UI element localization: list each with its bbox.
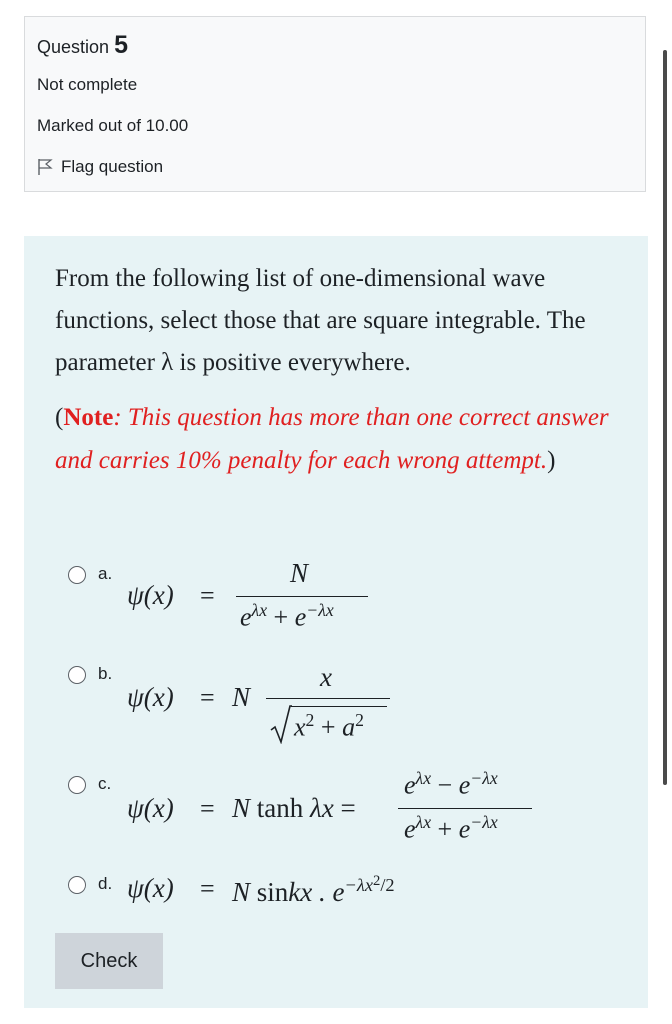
question-note: [55, 396, 625, 482]
scrollbar[interactable]: [663, 50, 667, 785]
option-a-denominator: $e^{\lambda x} + e^{-\lambda x}$: [240, 600, 334, 632]
option-b-numerator: x: [320, 662, 332, 692]
option-letter-b: b.: [98, 664, 113, 683]
option-b-fraction-bar: [266, 698, 390, 699]
option-c-fraction-bar: [398, 808, 532, 809]
option-b-lhs: ψ(x): [127, 682, 174, 712]
option-b-equals: =: [200, 683, 215, 712]
option-a-equals: =: [200, 581, 215, 610]
note-label: Note: [63, 404, 114, 431]
option-letter-a: a.: [98, 564, 113, 583]
flag-question-label: Flag question: [61, 157, 164, 176]
option-c-denominator: $e^{\lambda x} + e^{-\lambda x}$: [404, 812, 498, 844]
note-open-paren: (: [55, 404, 64, 431]
option-d-expression: N sinkx . $e^{-\lambda x^2/2}$: [232, 873, 395, 907]
option-letter-c: c.: [98, 774, 112, 793]
question-label: Question: [37, 37, 110, 57]
option-b-denominator: $x^2 + a^2$: [294, 710, 364, 742]
question-text: From the following list of one-dimensional wave functions, select those that are square integrable. The parameter λ is positive everywhere.: [55, 265, 586, 376]
question-number: 5: [114, 31, 128, 59]
option-d-equals: =: [200, 874, 215, 903]
option-c-expression: N tanh λx =: [232, 793, 356, 823]
flag-icon: [37, 158, 53, 176]
option-c-lhs: ψ(x): [127, 793, 174, 823]
square-root-icon: [270, 704, 292, 744]
note-text: : This question has more than one correct answer and carries 10% penalty for each wrong attempt.: [55, 404, 609, 474]
option-a-lhs: ψ(x): [127, 580, 174, 610]
option-c-numerator: $e^{\lambda x} - e^{-\lambda x}$: [404, 768, 498, 800]
check-button[interactable]: Check: [55, 933, 163, 989]
radio-option-c[interactable]: [68, 776, 86, 794]
option-letter-d: d.: [98, 874, 113, 893]
radio-option-d[interactable]: [68, 876, 86, 894]
option-b-coefficient: N: [232, 682, 251, 712]
square-root-bar: [291, 706, 387, 707]
option-a-numerator: N: [290, 558, 309, 588]
question-heading: [37, 31, 128, 60]
option-a-fraction-bar: [236, 596, 368, 597]
question-grade: Marked out of 10.00: [37, 116, 189, 135]
option-d-lhs: ψ(x): [127, 873, 174, 903]
question-state: Not complete: [37, 75, 138, 94]
radio-option-b[interactable]: [68, 666, 86, 684]
option-c-equals: =: [200, 794, 215, 823]
note-close-paren: ): [547, 447, 556, 474]
question-info-panel: [24, 16, 646, 192]
flag-question-link[interactable]: [37, 157, 163, 177]
radio-option-a[interactable]: [68, 566, 86, 584]
